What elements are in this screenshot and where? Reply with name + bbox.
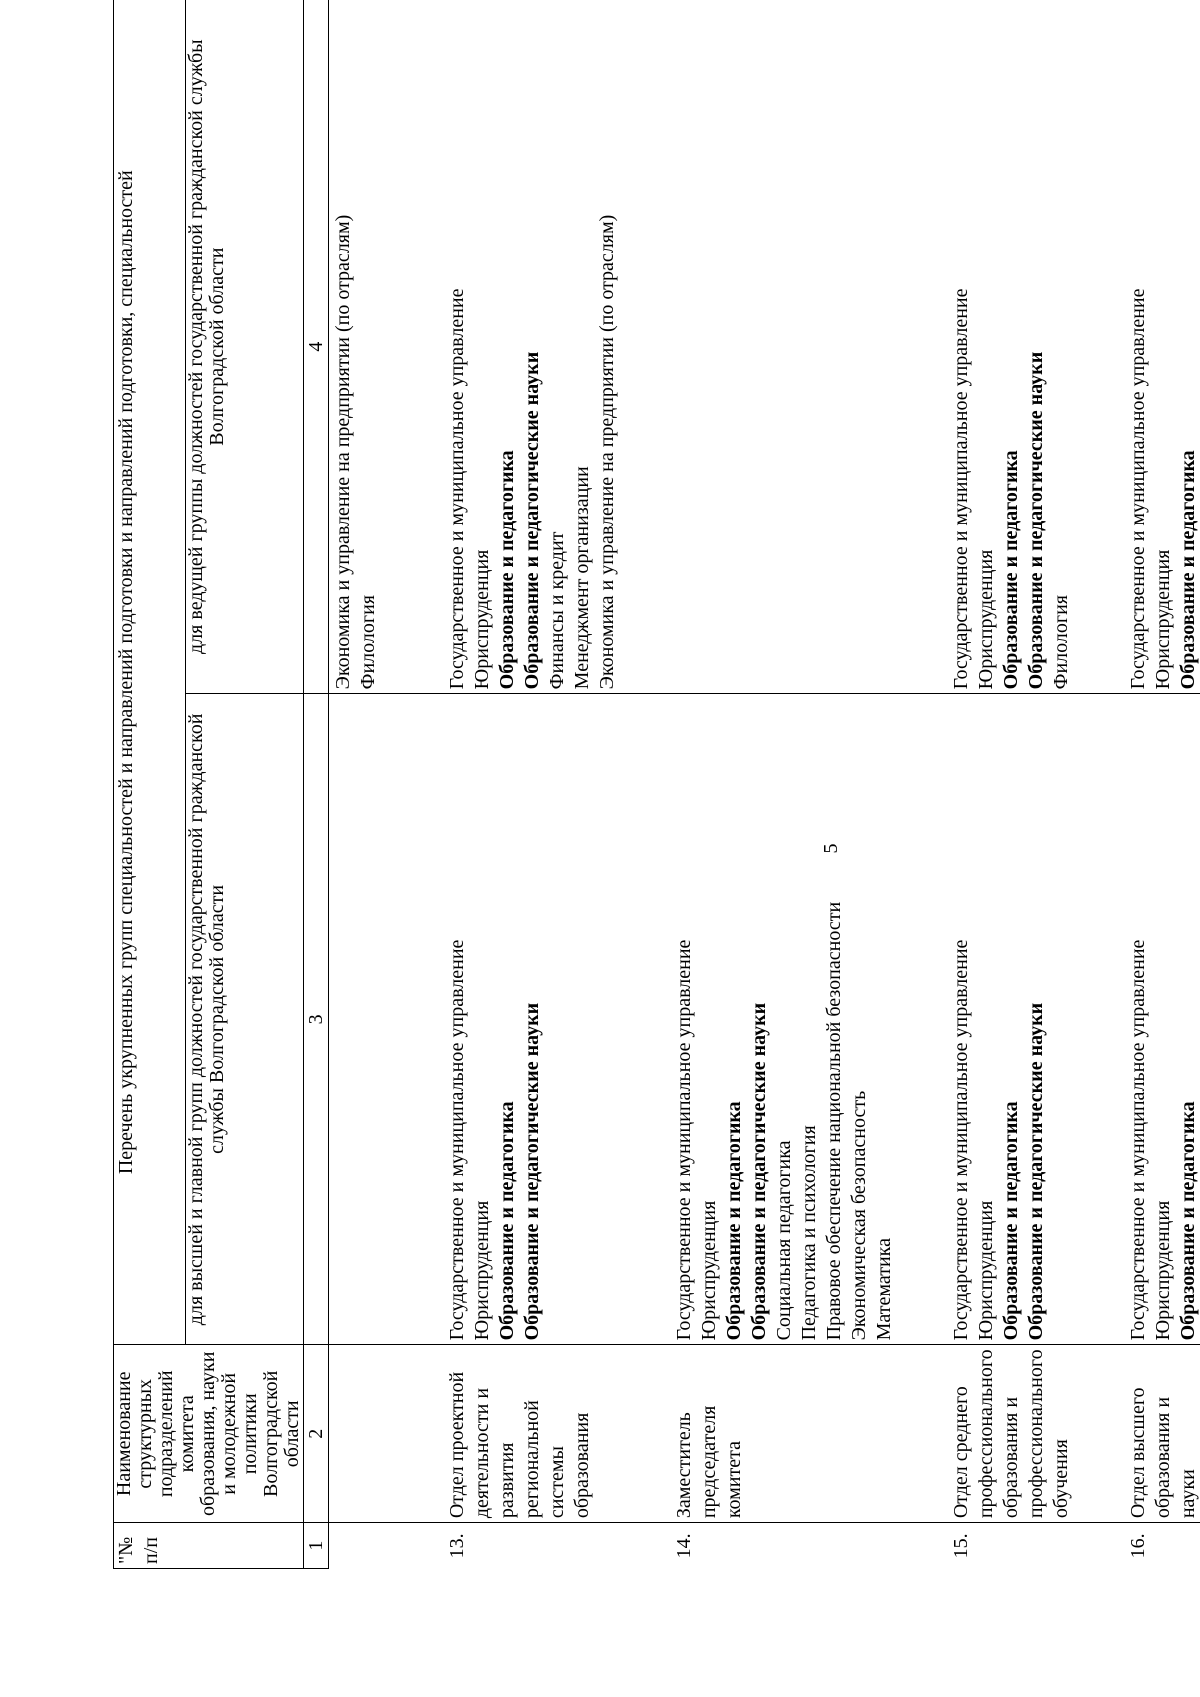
leading-group-specialties (1074, 0, 1200, 694)
specialty-item: Экономическая безопасность (848, 1090, 870, 1341)
header-col-senior-groups: для высшей и главной групп должностей государственной гражданской службы Волгоградской области (185, 694, 303, 1345)
leading-group-specialties (329, 0, 394, 694)
specialty-item: Юриспруденция (975, 1200, 997, 1341)
specialty-item: Правовое обеспечение национальной безопасности (823, 901, 845, 1341)
specialty-item: Образование и педагогика (496, 1101, 518, 1341)
senior-groups-specialties (329, 694, 394, 1345)
specialty-item: Образование и педагогические науки (521, 351, 543, 690)
specialty-item: Менеджмент организации (571, 466, 593, 690)
column-number-1: 1 (304, 1523, 329, 1569)
specialty-item: Педагогика и психология (798, 1125, 820, 1341)
specialty-item: Государственное и муниципальное управление (673, 939, 695, 1341)
specialty-item: Юриспруденция (471, 1200, 493, 1341)
header-col-number: "№ п/п (114, 1523, 304, 1569)
leading-group-specialties (393, 0, 620, 694)
division-name: Отдел проектной деятельности и развития региональной системы образования (393, 1345, 620, 1523)
table-row (393, 0, 620, 1569)
header-col-division-name: Наименование структурных подразделений комитета образования, науки и молодежной политики Волгоградской области (114, 1345, 304, 1523)
row-number: 14. (673, 1533, 695, 1559)
division-name: Отдел высшего образования и науки (1074, 1345, 1200, 1523)
specialty-item: Финансы и кредит (546, 531, 568, 690)
senior-groups-specialties (1074, 694, 1200, 1345)
specialty-item: Образование и педагогика (723, 1101, 745, 1341)
table-row (620, 0, 897, 1569)
specialty-item: Образование и педагогика (1000, 450, 1022, 690)
column-number-3: 3 (304, 694, 329, 1345)
header-col-leading-group: для ведущей группы должностей государственной гражданской службы Волгоградской области (185, 0, 303, 694)
column-number-2: 2 (304, 1345, 329, 1523)
specialties-table (113, 0, 1200, 1569)
table-row (897, 0, 1074, 1569)
specialty-item: Юриспруденция (1152, 549, 1174, 690)
specialty-item: Государственное и муниципальное управление (446, 288, 468, 690)
specialty-item: Юриспруденция (471, 549, 493, 690)
header-col-specialties-list: Перечень укрупненных групп специальностей и направлений подготовки и направлений подготовки, специальностей (114, 0, 186, 1345)
row-number (329, 1523, 394, 1569)
leading-group-specialties (897, 0, 1074, 694)
senior-groups-specialties (897, 694, 1074, 1345)
row-number: 13. (446, 1533, 468, 1559)
table-row (1074, 0, 1200, 1569)
specialty-item: Образование и педагогика (496, 450, 518, 690)
specialty-item: Государственное и муниципальное управление (1127, 288, 1149, 690)
table-row (329, 0, 394, 1569)
specialty-item: Образование и педагогические науки (748, 1002, 770, 1341)
specialty-item: Образование и педагогика (1177, 1101, 1199, 1341)
specialty-item: Юриспруденция (975, 549, 997, 690)
specialty-item: Образование и педагогические науки (1025, 351, 1047, 690)
specialty-item: Юриспруденция (698, 1200, 720, 1341)
division-name: Отдел среднего профессионального образования и профессионального обучения (897, 1345, 1074, 1523)
specialty-item: Экономика и управление на предприятии (по отраслям) (596, 214, 618, 690)
senior-groups-specialties (620, 694, 897, 1345)
specialty-item: Образование и педагогические науки (521, 1002, 543, 1341)
specialty-item: Образование и педагогика (1177, 450, 1199, 690)
page-number: 5 (820, 843, 842, 854)
division-name (329, 1345, 394, 1523)
division-name: Заместитель председателя комитета (620, 1345, 897, 1523)
specialty-item: Филология (357, 595, 379, 690)
specialty-item: Государственное и муниципальное управление (1127, 939, 1149, 1341)
leading-group-specialties (620, 0, 897, 694)
specialty-item: Филология (1050, 595, 1072, 690)
specialty-item: Экономика и управление на предприятии (по отраслям) (332, 214, 354, 690)
specialty-item: Юриспруденция (1152, 1200, 1174, 1341)
row-number: 16. (1127, 1533, 1149, 1559)
specialty-item: Социальная педагогика (773, 1140, 795, 1341)
specialty-item: Образование и педагогика (1000, 1101, 1022, 1341)
specialty-item: Государственное и муниципальное управление (950, 939, 972, 1341)
column-number-4: 4 (304, 0, 329, 694)
row-number: 15. (950, 1533, 972, 1559)
specialty-item: Математика (873, 1238, 895, 1341)
specialty-item: Государственное и муниципальное управление (446, 939, 468, 1341)
specialty-item: Образование и педагогические науки (1025, 1002, 1047, 1341)
specialty-item: Государственное и муниципальное управление (950, 288, 972, 690)
senior-groups-specialties (393, 694, 620, 1345)
